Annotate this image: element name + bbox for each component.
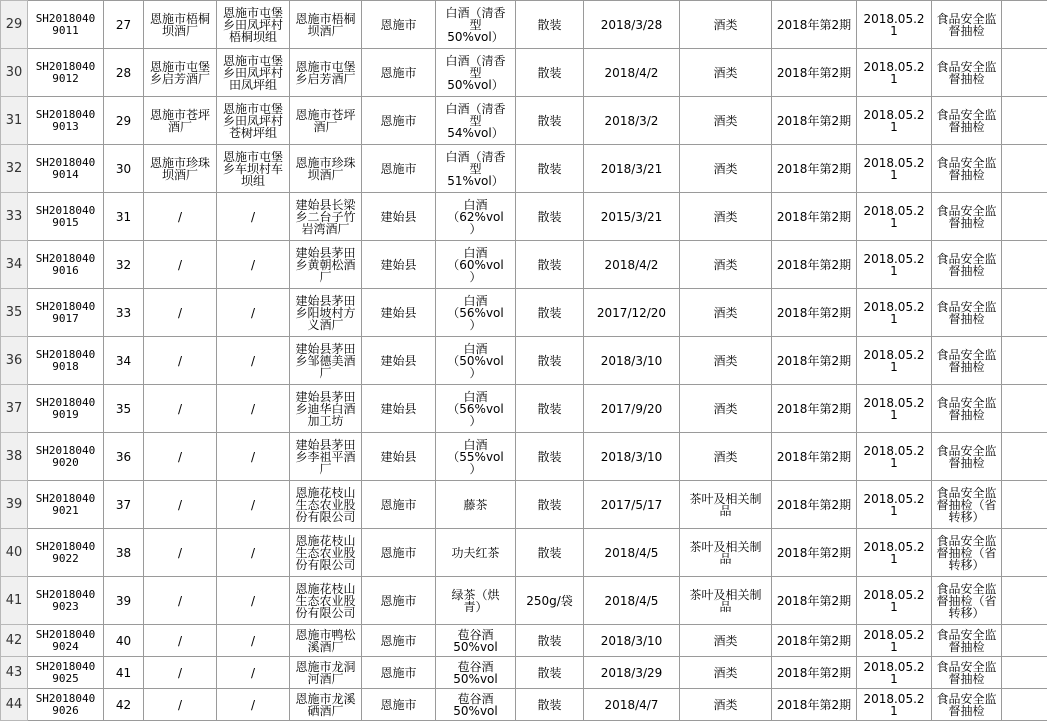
category-cell[interactable]: 酒类 [680,689,772,721]
spec-cell[interactable]: 散装 [516,385,584,433]
product-name-cell[interactable]: 白酒 （56%vol ） [436,289,516,337]
publish-date-cell[interactable]: 2018.05.2 1 [857,337,932,385]
region-cell[interactable]: 恩施市 [362,577,436,625]
table-body [1,1,1047,721]
publish-date-cell[interactable]: 2018.05.2 1 [857,689,932,721]
row-header[interactable]: 44 [1,689,28,721]
seq-cell[interactable]: 35 [104,385,144,433]
empty-cell[interactable] [1002,1,1047,49]
issue-cell[interactable]: 2018年第2期 [772,689,857,721]
task-source-cell[interactable]: 食品安全监 督抽检 [932,385,1002,433]
sample-code-cell[interactable]: SH2018040 9014 [28,145,104,193]
task-source-cell[interactable]: 食品安全监 督抽检 [932,241,1002,289]
task-source-cell[interactable]: 食品安全监 督抽检（省 转移） [932,577,1002,625]
category-cell[interactable]: 酒类 [680,657,772,689]
issue-cell[interactable]: 2018年第2期 [772,49,857,97]
issue-cell[interactable]: 2018年第2期 [772,193,857,241]
row-header[interactable]: 34 [1,241,28,289]
sample-code-cell[interactable]: SH2018040 9024 [28,625,104,657]
production-date-cell[interactable]: 2018/4/7 [584,689,680,721]
empty-cell[interactable] [1002,49,1047,97]
sample-code-cell[interactable]: SH2018040 9012 [28,49,104,97]
sampled-unit-cell[interactable]: 建始县茅田 乡邹德美酒 厂 [290,337,362,385]
seq-cell[interactable]: 42 [104,689,144,721]
issue-cell[interactable]: 2018年第2期 [772,625,857,657]
category-cell[interactable]: 酒类 [680,289,772,337]
empty-cell[interactable] [1002,529,1047,577]
region-cell[interactable]: 恩施市 [362,49,436,97]
producer-address-cell[interactable]: / [217,193,290,241]
producer-address-cell[interactable]: / [217,337,290,385]
publish-date-cell[interactable]: 2018.05.2 1 [857,625,932,657]
sample-code-cell[interactable]: SH2018040 9016 [28,241,104,289]
publish-date-cell[interactable]: 2018.05.2 1 [857,193,932,241]
seq-cell[interactable]: 33 [104,289,144,337]
task-source-cell[interactable]: 食品安全监 督抽检 [932,433,1002,481]
category-cell[interactable]: 酒类 [680,433,772,481]
producer-address-cell[interactable]: / [217,433,290,481]
producer-name-cell[interactable]: 恩施市梧桐 坝酒厂 [144,1,217,49]
table-row [1,1,1047,49]
spec-cell[interactable]: 250g/袋 [516,577,584,625]
category-cell[interactable]: 酒类 [680,385,772,433]
publish-date-cell[interactable]: 2018.05.2 1 [857,241,932,289]
producer-name-cell[interactable]: / [144,337,217,385]
sampled-unit-cell[interactable]: 恩施市苍坪 酒厂 [290,97,362,145]
producer-address-cell[interactable]: / [217,625,290,657]
product-name-cell[interactable]: 白酒 （50%vol ） [436,337,516,385]
issue-cell[interactable]: 2018年第2期 [772,97,857,145]
empty-cell[interactable] [1002,625,1047,657]
publish-date-cell[interactable]: 2018.05.2 1 [857,145,932,193]
sample-code-cell[interactable]: SH2018040 9023 [28,577,104,625]
sampled-unit-cell[interactable]: 恩施市龙洞 河酒厂 [290,657,362,689]
row-header[interactable]: 42 [1,625,28,657]
sample-code-cell[interactable]: SH2018040 9011 [28,1,104,49]
issue-cell[interactable]: 2018年第2期 [772,337,857,385]
sampled-unit-cell[interactable]: 恩施花枝山 生态农业股 份有限公司 [290,577,362,625]
table-row [1,689,1047,721]
table-row [1,385,1047,433]
task-source-cell[interactable]: 食品安全监 督抽检 [932,145,1002,193]
product-name-cell[interactable]: 功夫红茶 [436,529,516,577]
product-name-cell[interactable]: 苞谷酒 50%vol [436,689,516,721]
sample-code-cell[interactable]: SH2018040 9025 [28,657,104,689]
sample-code-cell[interactable]: SH2018040 9019 [28,385,104,433]
seq-cell[interactable]: 39 [104,577,144,625]
seq-cell[interactable]: 29 [104,97,144,145]
production-date-cell[interactable]: 2017/9/20 [584,385,680,433]
category-cell[interactable]: 茶叶及相关制 品 [680,481,772,529]
row-header[interactable]: 33 [1,193,28,241]
region-cell[interactable]: 建始县 [362,193,436,241]
row-header[interactable]: 43 [1,657,28,689]
seq-cell[interactable]: 32 [104,241,144,289]
sampled-unit-cell[interactable]: 恩施市屯堡 乡启芳酒厂 [290,49,362,97]
production-date-cell[interactable]: 2018/3/28 [584,1,680,49]
category-cell[interactable]: 酒类 [680,1,772,49]
sampled-unit-cell[interactable]: 恩施市珍珠 坝酒厂 [290,145,362,193]
table-row [1,625,1047,657]
region-cell[interactable]: 恩施市 [362,625,436,657]
producer-name-cell[interactable]: / [144,577,217,625]
production-date-cell[interactable]: 2018/4/2 [584,241,680,289]
table-row [1,657,1047,689]
sampled-unit-cell[interactable]: 恩施花枝山 生态农业股 份有限公司 [290,481,362,529]
empty-cell[interactable] [1002,193,1047,241]
product-name-cell[interactable]: 白酒 （62%vol ） [436,193,516,241]
producer-name-cell[interactable]: / [144,241,217,289]
producer-address-cell[interactable]: / [217,385,290,433]
spec-cell[interactable]: 散装 [516,241,584,289]
publish-date-cell[interactable]: 2018.05.2 1 [857,385,932,433]
task-source-cell[interactable]: 食品安全监 督抽检（省 转移） [932,481,1002,529]
sampled-unit-cell[interactable]: 建始县茅田 乡阳坡村方 义酒厂 [290,289,362,337]
producer-address-cell[interactable]: / [217,289,290,337]
issue-cell[interactable]: 2018年第2期 [772,1,857,49]
region-cell[interactable]: 恩施市 [362,529,436,577]
producer-name-cell[interactable]: / [144,481,217,529]
product-name-cell[interactable]: 白酒（清香 型 51%vol） [436,145,516,193]
spec-cell[interactable]: 散装 [516,433,584,481]
spec-cell[interactable]: 散装 [516,337,584,385]
task-source-cell[interactable]: 食品安全监 督抽检 [932,657,1002,689]
sampled-unit-cell[interactable]: 建始县茅田 乡迪华白酒 加工坊 [290,385,362,433]
seq-cell[interactable]: 31 [104,193,144,241]
production-date-cell[interactable]: 2018/4/5 [584,577,680,625]
sample-code-cell[interactable]: SH2018040 9021 [28,481,104,529]
seq-cell[interactable]: 28 [104,49,144,97]
production-date-cell[interactable]: 2018/3/10 [584,625,680,657]
category-cell[interactable]: 酒类 [680,49,772,97]
producer-name-cell[interactable]: / [144,433,217,481]
producer-address-cell[interactable]: / [217,241,290,289]
category-cell[interactable]: 酒类 [680,625,772,657]
producer-address-cell[interactable]: 恩施市屯堡 乡田凤坪村 苍树坪组 [217,97,290,145]
sample-code-cell[interactable]: SH2018040 9017 [28,289,104,337]
issue-cell[interactable]: 2018年第2期 [772,529,857,577]
spec-cell[interactable]: 散装 [516,97,584,145]
seq-cell[interactable]: 34 [104,337,144,385]
product-name-cell[interactable]: 白酒（清香 型 54%vol） [436,97,516,145]
issue-cell[interactable]: 2018年第2期 [772,385,857,433]
region-cell[interactable]: 恩施市 [362,689,436,721]
empty-cell[interactable] [1002,481,1047,529]
sample-code-cell[interactable]: SH2018040 9013 [28,97,104,145]
spec-cell[interactable]: 散装 [516,625,584,657]
row-header[interactable]: 41 [1,577,28,625]
table-row [1,577,1047,625]
producer-address-cell[interactable]: 恩施市屯堡 乡田凤坪村 田凤坪组 [217,49,290,97]
region-cell[interactable]: 恩施市 [362,481,436,529]
product-name-cell[interactable]: 白酒 （56%vol ） [436,385,516,433]
row-header[interactable]: 40 [1,529,28,577]
sampled-unit-cell[interactable]: 建始县茅田 乡黄朝松酒 厂 [290,241,362,289]
issue-cell[interactable]: 2018年第2期 [772,289,857,337]
category-cell[interactable]: 酒类 [680,145,772,193]
table-row [1,289,1047,337]
spec-cell[interactable]: 散装 [516,657,584,689]
table-row [1,433,1047,481]
producer-address-cell[interactable]: / [217,529,290,577]
issue-cell[interactable]: 2018年第2期 [772,481,857,529]
category-cell[interactable]: 酒类 [680,241,772,289]
spec-cell[interactable]: 散装 [516,529,584,577]
producer-name-cell[interactable]: / [144,289,217,337]
product-name-cell[interactable]: 白酒（清香 型 50%vol） [436,1,516,49]
row-header[interactable]: 37 [1,385,28,433]
region-cell[interactable]: 建始县 [362,289,436,337]
category-cell[interactable]: 酒类 [680,97,772,145]
seq-cell[interactable]: 36 [104,433,144,481]
publish-date-cell[interactable]: 2018.05.2 1 [857,529,932,577]
table-row [1,97,1047,145]
row-header[interactable]: 38 [1,433,28,481]
production-date-cell[interactable]: 2017/12/20 [584,289,680,337]
task-source-cell[interactable]: 食品安全监 督抽检 [932,289,1002,337]
sample-code-cell[interactable]: SH2018040 9015 [28,193,104,241]
producer-address-cell[interactable]: 恩施市屯堡 乡田凤坪村 梧桐坝组 [217,1,290,49]
table-row [1,481,1047,529]
sample-code-cell[interactable]: SH2018040 9020 [28,433,104,481]
row-header[interactable]: 29 [1,1,28,49]
task-source-cell[interactable]: 食品安全监 督抽检 [932,49,1002,97]
spec-cell[interactable]: 散装 [516,49,584,97]
sample-code-cell[interactable]: SH2018040 9022 [28,529,104,577]
production-date-cell[interactable]: 2018/3/21 [584,145,680,193]
publish-date-cell[interactable]: 2018.05.2 1 [857,481,932,529]
seq-cell[interactable]: 38 [104,529,144,577]
producer-name-cell[interactable]: 恩施市屯堡 乡启芳酒厂 [144,49,217,97]
seq-cell[interactable]: 41 [104,657,144,689]
publish-date-cell[interactable]: 2018.05.2 1 [857,433,932,481]
production-date-cell[interactable]: 2018/3/2 [584,97,680,145]
category-cell[interactable]: 茶叶及相关制 品 [680,529,772,577]
empty-cell[interactable] [1002,385,1047,433]
seq-cell[interactable]: 37 [104,481,144,529]
task-source-cell[interactable]: 食品安全监 督抽检 [932,625,1002,657]
region-cell[interactable]: 建始县 [362,337,436,385]
empty-cell[interactable] [1002,657,1047,689]
empty-cell[interactable] [1002,337,1047,385]
table-row [1,337,1047,385]
empty-cell[interactable] [1002,433,1047,481]
region-cell[interactable]: 恩施市 [362,1,436,49]
product-name-cell[interactable]: 苞谷酒 50%vol [436,657,516,689]
product-name-cell[interactable]: 白酒（清香 型 50%vol） [436,49,516,97]
issue-cell[interactable]: 2018年第2期 [772,145,857,193]
spec-cell[interactable]: 散装 [516,689,584,721]
publish-date-cell[interactable]: 2018.05.2 1 [857,657,932,689]
empty-cell[interactable] [1002,689,1047,721]
production-date-cell[interactable]: 2018/3/29 [584,657,680,689]
region-cell[interactable]: 建始县 [362,241,436,289]
row-header[interactable]: 39 [1,481,28,529]
producer-name-cell[interactable]: / [144,529,217,577]
issue-cell[interactable]: 2018年第2期 [772,577,857,625]
sample-code-cell[interactable]: SH2018040 9018 [28,337,104,385]
row-header[interactable]: 30 [1,49,28,97]
row-header[interactable]: 31 [1,97,28,145]
producer-name-cell[interactable]: / [144,385,217,433]
table-row [1,241,1047,289]
table-row [1,49,1047,97]
region-cell[interactable]: 建始县 [362,385,436,433]
row-header[interactable]: 35 [1,289,28,337]
empty-cell[interactable] [1002,289,1047,337]
spec-cell[interactable]: 散装 [516,289,584,337]
task-source-cell[interactable]: 食品安全监 督抽检（省 转移） [932,529,1002,577]
category-cell[interactable]: 茶叶及相关制 品 [680,577,772,625]
empty-cell[interactable] [1002,577,1047,625]
seq-cell[interactable]: 30 [104,145,144,193]
production-date-cell[interactable]: 2018/3/10 [584,433,680,481]
producer-name-cell[interactable]: 恩施市苍坪 酒厂 [144,97,217,145]
production-date-cell[interactable]: 2018/3/10 [584,337,680,385]
region-cell[interactable]: 恩施市 [362,145,436,193]
empty-cell[interactable] [1002,145,1047,193]
spec-cell[interactable]: 散装 [516,481,584,529]
sampled-unit-cell[interactable]: 恩施花枝山 生态农业股 份有限公司 [290,529,362,577]
row-header[interactable]: 36 [1,337,28,385]
task-source-cell[interactable]: 食品安全监 督抽检 [932,337,1002,385]
producer-address-cell[interactable]: / [217,657,290,689]
product-name-cell[interactable]: 白酒 （55%vol ） [436,433,516,481]
region-cell[interactable]: 恩施市 [362,97,436,145]
region-cell[interactable]: 建始县 [362,433,436,481]
task-source-cell[interactable]: 食品安全监 督抽检 [932,193,1002,241]
producer-address-cell[interactable]: / [217,481,290,529]
production-date-cell[interactable]: 2017/5/17 [584,481,680,529]
producer-name-cell[interactable]: / [144,657,217,689]
product-name-cell[interactable]: 白酒 （60%vol ） [436,241,516,289]
product-name-cell[interactable]: 藤茶 [436,481,516,529]
issue-cell[interactable]: 2018年第2期 [772,657,857,689]
table-row [1,193,1047,241]
sampled-unit-cell[interactable]: 恩施市龙溪 硒酒厂 [290,689,362,721]
task-source-cell[interactable]: 食品安全监 督抽检 [932,97,1002,145]
producer-address-cell[interactable]: / [217,689,290,721]
spec-cell[interactable]: 散装 [516,1,584,49]
producer-address-cell[interactable]: 恩施市屯堡 乡车坝村车 坝组 [217,145,290,193]
producer-name-cell[interactable]: / [144,689,217,721]
publish-date-cell[interactable]: 2018.05.2 1 [857,97,932,145]
row-header[interactable]: 32 [1,145,28,193]
seq-cell[interactable]: 40 [104,625,144,657]
producer-name-cell[interactable]: / [144,625,217,657]
sampled-unit-cell[interactable]: 建始县长梁 乡二台子竹 岩湾酒厂 [290,193,362,241]
region-cell[interactable]: 恩施市 [362,657,436,689]
task-source-cell[interactable]: 食品安全监 督抽检 [932,689,1002,721]
empty-cell[interactable] [1002,97,1047,145]
publish-date-cell[interactable]: 2018.05.2 1 [857,289,932,337]
sampled-unit-cell[interactable]: 建始县茅田 乡李祖平酒 厂 [290,433,362,481]
issue-cell[interactable]: 2018年第2期 [772,241,857,289]
issue-cell[interactable]: 2018年第2期 [772,433,857,481]
publish-date-cell[interactable]: 2018.05.2 1 [857,49,932,97]
seq-cell[interactable]: 27 [104,1,144,49]
production-date-cell[interactable]: 2018/4/5 [584,529,680,577]
spec-cell[interactable]: 散装 [516,193,584,241]
sampled-unit-cell[interactable]: 恩施市鸭松 溪酒厂 [290,625,362,657]
category-cell[interactable]: 酒类 [680,337,772,385]
product-name-cell[interactable]: 绿茶（烘 青） [436,577,516,625]
production-date-cell[interactable]: 2015/3/21 [584,193,680,241]
spec-cell[interactable]: 散装 [516,145,584,193]
table-row [1,529,1047,577]
sampled-unit-cell[interactable]: 恩施市梧桐 坝酒厂 [290,1,362,49]
production-date-cell[interactable]: 2018/4/2 [584,49,680,97]
producer-address-cell[interactable]: / [217,577,290,625]
producer-name-cell[interactable]: / [144,193,217,241]
producer-name-cell[interactable]: 恩施市珍珠 坝酒厂 [144,145,217,193]
product-name-cell[interactable]: 苞谷酒 50%vol [436,625,516,657]
task-source-cell[interactable]: 食品安全监 督抽检 [932,1,1002,49]
table-row [1,145,1047,193]
sample-code-cell[interactable]: SH2018040 9026 [28,689,104,721]
empty-cell[interactable] [1002,241,1047,289]
category-cell[interactable]: 酒类 [680,193,772,241]
publish-date-cell[interactable]: 2018.05.2 1 [857,577,932,625]
publish-date-cell[interactable]: 2018.05.2 1 [857,1,932,49]
